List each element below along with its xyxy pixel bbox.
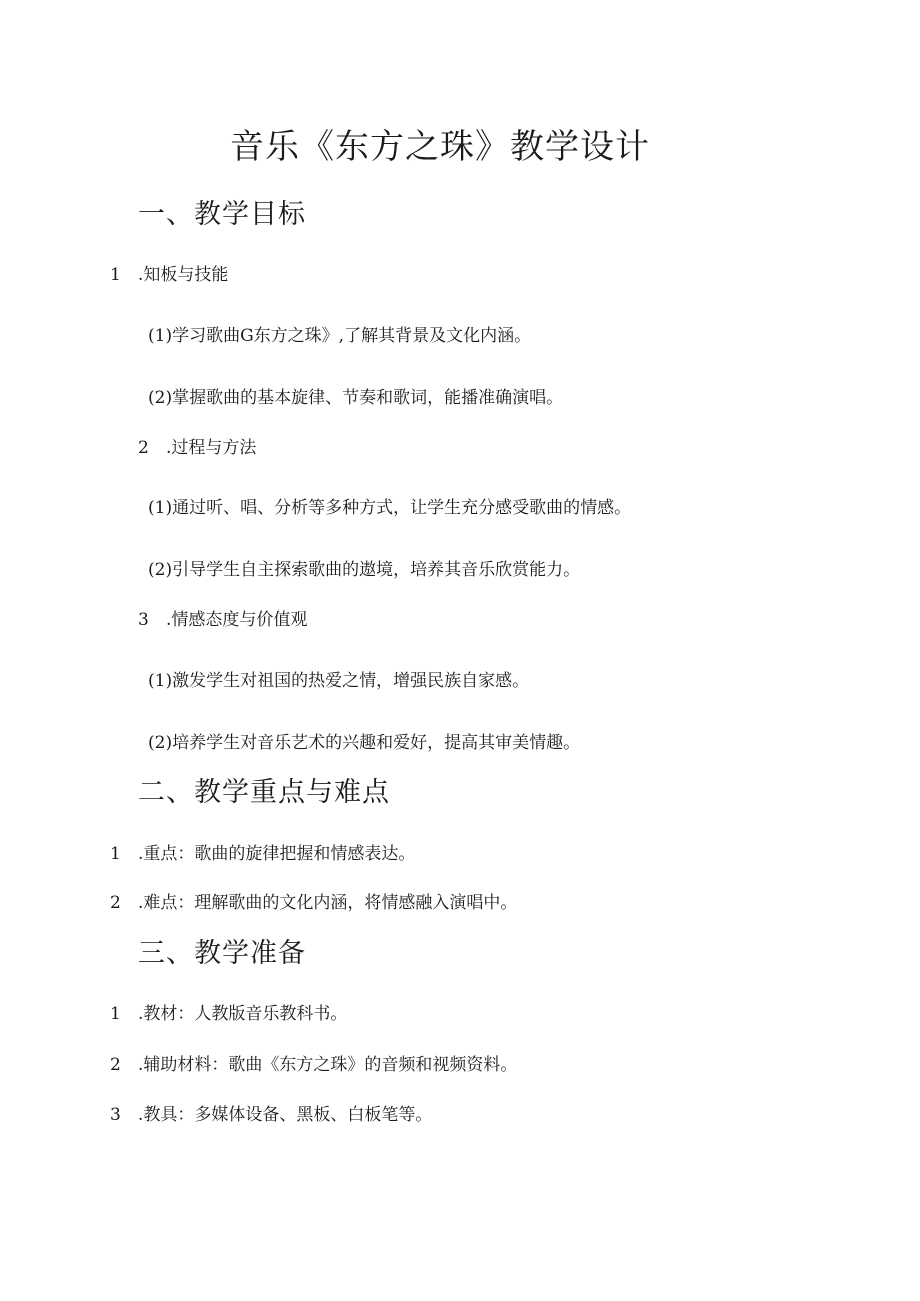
- list-item: [110, 1006, 347, 1023]
- list-number: 1: [110, 265, 121, 285]
- list-item: (2)掌握歌曲的基本旋律、节奏和歌词，能播准确演唱。: [148, 388, 564, 408]
- subsection-attitude-values: [138, 612, 307, 629]
- list-item-text: .重点：歌曲的旋律把握和情感表达。: [138, 844, 416, 864]
- document-title: 音乐《东方之珠》教学设计: [230, 127, 650, 167]
- subsection-process-methods: [138, 440, 256, 457]
- subsection-label: .情感态度与价值观: [166, 610, 308, 630]
- section-heading-key-points: 二、教学重点与难点: [138, 777, 390, 808]
- list-number: 2: [110, 893, 121, 913]
- list-item: [110, 846, 415, 863]
- list-number: 2: [138, 438, 149, 458]
- list-item: (1)通过听、唱、分析等多种方式，让学生充分感受歌曲的情感。: [148, 498, 632, 518]
- list-item-text: .辅助材料：歌曲《东方之珠》的音频和视频资料。: [138, 1055, 518, 1075]
- list-number: 1: [110, 1004, 121, 1024]
- list-number: 3: [110, 1105, 121, 1125]
- list-item-text: .难点：理解歌曲的文化内涵，将情感融入演唱中。: [138, 893, 518, 913]
- subsection-knowledge-skills: [110, 267, 228, 284]
- list-item: (2)培养学生对音乐艺术的兴趣和爱好，提高其审美情趣。: [148, 733, 581, 753]
- list-item-text: .教材：人教版音乐教科书。: [138, 1004, 348, 1024]
- list-item: (1)学习歌曲G东方之珠》,了解其背景及文化内涵。: [148, 326, 532, 346]
- list-number: 2: [110, 1055, 121, 1075]
- list-number: 1: [110, 844, 121, 864]
- section-heading-objectives: 一、教学目标: [138, 199, 306, 230]
- list-item: [110, 895, 517, 912]
- list-item-text: .教具：多媒体设备、黑板、白板笔等。: [138, 1105, 433, 1125]
- subsection-label: .过程与方法: [166, 438, 257, 458]
- list-item: (2)引导学生自主探索歌曲的遨境，培养其音乐欣赏能力。: [148, 560, 581, 580]
- list-number: 3: [138, 610, 149, 630]
- subsection-label: .知板与技能: [138, 265, 229, 285]
- list-item: (1)激发学生对祖国的热爱之情，增强民族自家感。: [148, 671, 530, 691]
- list-item: [110, 1107, 432, 1124]
- list-item: [110, 1057, 517, 1074]
- section-heading-preparation: 三、教学准备: [138, 938, 306, 969]
